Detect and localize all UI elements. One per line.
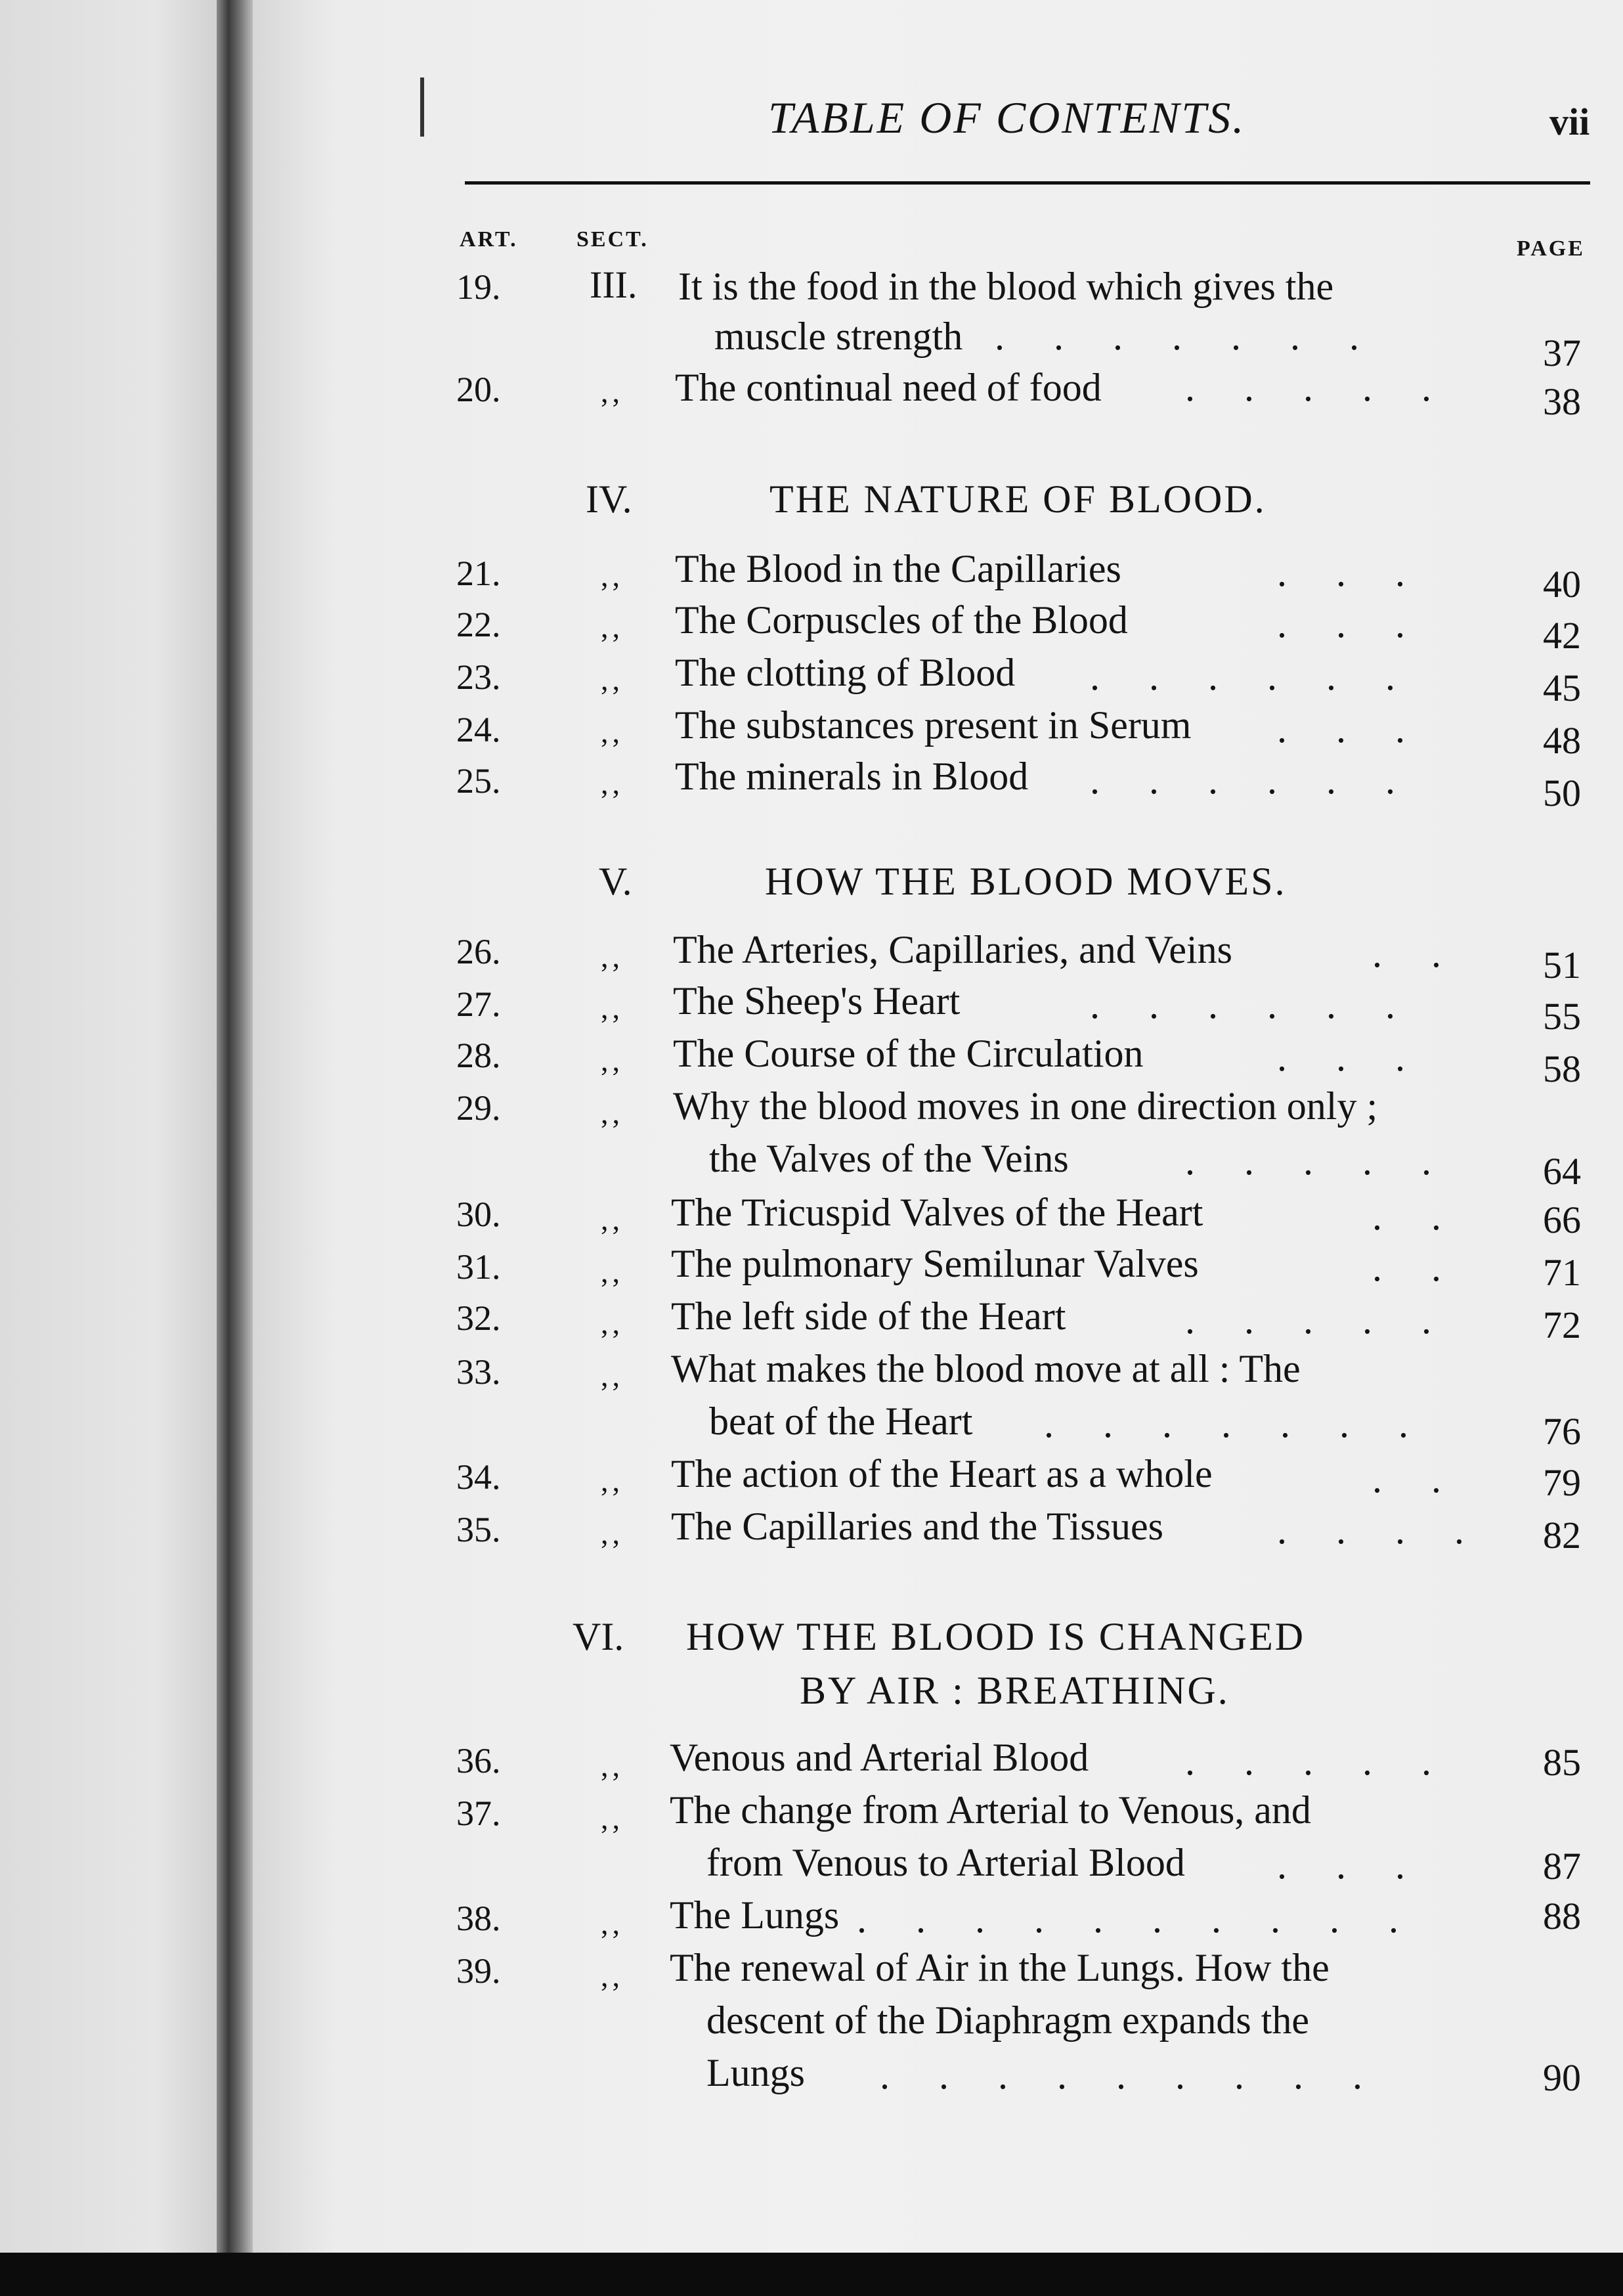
leader-dots: . . . . <box>1277 1509 1464 1552</box>
entry-art-number: 23. <box>456 657 501 697</box>
entry-art-number: 21. <box>456 554 501 593</box>
leader-dots: . . . <box>1277 1036 1405 1079</box>
section-title: BY AIR : BREATHING. <box>800 1669 1230 1712</box>
leader-dots: . . . . . <box>1185 366 1431 409</box>
entry-page-number: 42 <box>1543 614 1581 657</box>
entry-title: It is the food in the blood which gives the <box>678 265 1334 308</box>
leader-dots: . . <box>1372 932 1441 975</box>
leader-dots: . . <box>1372 1246 1441 1289</box>
leader-dots: . . . . . . . . . <box>880 2054 1362 2097</box>
leader-dots: . . . . . <box>1185 1298 1431 1342</box>
entry-page-number: 71 <box>1543 1251 1581 1294</box>
section-title: THE NATURE OF BLOOD. <box>769 477 1266 521</box>
ditto-mark: ,, <box>601 1749 624 1782</box>
entry-page-number: 64 <box>1543 1150 1581 1193</box>
entry-title: The pulmonary Semilunar Valves <box>671 1242 1199 1285</box>
leader-dots: . . . <box>1277 1843 1405 1887</box>
section-number: III. <box>590 263 638 306</box>
entry-title: The Tricuspid Valves of the Heart <box>671 1191 1203 1234</box>
entry-title: from Venous to Arterial Blood <box>706 1841 1185 1884</box>
ditto-mark: ,, <box>601 1306 624 1340</box>
entry-title: The minerals in Blood <box>675 755 1029 798</box>
entry-page-number: 45 <box>1543 667 1581 709</box>
entry-title: The left side of the Heart <box>671 1294 1066 1338</box>
entry-page-number: 40 <box>1543 563 1581 606</box>
facing-page-edge <box>0 0 223 2296</box>
column-heading-art: ART. <box>460 227 518 252</box>
entry-page-number: 88 <box>1543 1895 1581 1937</box>
entry-art-number: 26. <box>456 932 501 971</box>
entry-art-number: 33. <box>456 1352 501 1392</box>
section-title: HOW THE BLOOD MOVES. <box>765 860 1287 903</box>
entry-title: The Arteries, Capillaries, and Veins <box>673 928 1233 971</box>
section-title: HOW THE BLOOD IS CHANGED <box>686 1615 1306 1658</box>
leader-dots: . . . <box>1277 602 1405 646</box>
header-rule <box>465 181 1590 185</box>
book-gutter <box>217 0 256 2296</box>
entry-page-number: 38 <box>1543 380 1581 423</box>
ditto-mark: ,, <box>601 1096 624 1130</box>
column-heading-page: PAGE <box>1517 236 1585 261</box>
section-number: IV. <box>586 477 632 521</box>
ditto-mark: ,, <box>601 1907 624 1940</box>
ditto-mark: ,, <box>601 1959 624 1993</box>
ditto-mark: ,, <box>601 1801 624 1835</box>
ditto-mark: ,, <box>601 1203 624 1236</box>
entry-title: The renewal of Air in the Lungs. How the <box>670 1946 1330 1989</box>
entry-title: beat of the Heart <box>709 1400 973 1443</box>
entry-art-number: 39. <box>456 1951 501 1991</box>
ditto-mark: ,, <box>601 1359 624 1392</box>
ink-mark <box>420 77 424 137</box>
page-number: vii <box>1549 100 1590 143</box>
leader-dots: . . . . . . <box>1090 655 1395 698</box>
entry-art-number: 35. <box>456 1510 501 1549</box>
entry-title: The substances present in Serum <box>675 703 1192 747</box>
entry-art-number: 38. <box>456 1899 501 1938</box>
scan-bottom-border <box>0 2253 1623 2296</box>
entry-title: Why the blood moves in one direction only ; <box>673 1084 1378 1128</box>
entry-art-number: 19. <box>456 267 501 307</box>
leader-dots: . . . <box>1277 551 1405 594</box>
leader-dots: . . . . . . <box>1090 759 1395 802</box>
entry-art-number: 36. <box>456 1741 501 1780</box>
entry-title: Venous and Arterial Blood <box>670 1736 1089 1779</box>
entry-title: The Corpuscles of the Blood <box>675 598 1128 642</box>
entry-art-number: 37. <box>456 1794 501 1833</box>
entry-page-number: 79 <box>1543 1461 1581 1504</box>
ditto-mark: ,, <box>601 766 624 800</box>
entry-page-number: 72 <box>1543 1304 1581 1346</box>
ditto-mark: ,, <box>601 375 624 408</box>
entry-title: The change from Arterial to Venous, and <box>670 1788 1311 1832</box>
leader-dots: . . . . . <box>1185 1139 1431 1183</box>
entry-art-number: 32. <box>456 1298 501 1338</box>
entry-title: the Valves of the Veins <box>709 1137 1069 1180</box>
column-heading-sect: SECT. <box>576 227 649 252</box>
leader-dots: . . . . . <box>1185 1740 1431 1783</box>
entry-page-number: 55 <box>1543 995 1581 1038</box>
entry-title: The Capillaries and the Tissues <box>671 1505 1163 1548</box>
ditto-mark: ,, <box>601 610 624 644</box>
entry-page-number: 48 <box>1543 719 1581 762</box>
entry-page-number: 90 <box>1543 2056 1581 2099</box>
entry-title: muscle strength <box>714 315 963 358</box>
section-number: VI. <box>573 1615 624 1658</box>
entry-title: The continual need of food <box>675 366 1102 409</box>
running-head: TABLE OF CONTENTS. <box>768 93 1246 143</box>
entry-title: descent of the Diaphragm expands the <box>706 1998 1310 2042</box>
leader-dots: . . . . . . . . . . <box>857 1897 1398 1941</box>
ditto-mark: ,, <box>601 940 624 973</box>
entry-page-number: 82 <box>1543 1514 1581 1556</box>
entry-title: The Sheep's Heart <box>673 979 961 1023</box>
entry-art-number: 24. <box>456 710 501 749</box>
ditto-mark: ,, <box>601 1044 624 1077</box>
leader-dots: . . . . . . <box>1090 983 1395 1027</box>
leader-dots: . . . <box>1277 707 1405 751</box>
entry-page-number: 51 <box>1543 944 1581 986</box>
entry-art-number: 30. <box>456 1195 501 1234</box>
leader-dots: . . <box>1372 1195 1441 1238</box>
entry-art-number: 20. <box>456 370 501 409</box>
entry-art-number: 28. <box>456 1036 501 1075</box>
entry-title: What makes the blood move at all : The <box>671 1347 1301 1390</box>
entry-title: The Lungs <box>670 1893 840 1937</box>
entry-art-number: 34. <box>456 1457 501 1497</box>
leader-dots: . . <box>1372 1457 1441 1501</box>
entry-page-number: 76 <box>1543 1410 1581 1453</box>
ditto-mark: ,, <box>601 1255 624 1289</box>
entry-title: Lungs <box>706 2051 805 2094</box>
leader-dots: . . . . . . . <box>1044 1402 1408 1446</box>
ditto-mark: ,, <box>601 991 624 1025</box>
entry-page-number: 37 <box>1543 332 1581 374</box>
leader-dots: . . . . . . . <box>995 315 1359 358</box>
ditto-mark: ,, <box>601 663 624 696</box>
entry-art-number: 29. <box>456 1088 501 1128</box>
entry-title: The action of the Heart as a whole <box>671 1452 1213 1495</box>
section-number: V. <box>599 860 632 903</box>
entry-page-number: 58 <box>1543 1048 1581 1090</box>
ditto-mark: ,, <box>601 1464 624 1497</box>
entry-title: The Course of the Circulation <box>673 1032 1144 1075</box>
ditto-mark: ,, <box>601 715 624 749</box>
entry-title: The Blood in the Capillaries <box>675 547 1121 590</box>
entry-art-number: 22. <box>456 605 501 644</box>
entry-page-number: 85 <box>1543 1741 1581 1784</box>
entry-title: The clotting of Blood <box>675 651 1016 694</box>
entry-page-number: 66 <box>1543 1199 1581 1241</box>
entry-page-number: 50 <box>1543 772 1581 814</box>
entry-art-number: 31. <box>456 1247 501 1287</box>
entry-art-number: 27. <box>456 984 501 1024</box>
entry-page-number: 87 <box>1543 1845 1581 1888</box>
ditto-mark: ,, <box>601 1516 624 1550</box>
ditto-mark: ,, <box>601 559 624 592</box>
entry-art-number: 25. <box>456 761 501 801</box>
